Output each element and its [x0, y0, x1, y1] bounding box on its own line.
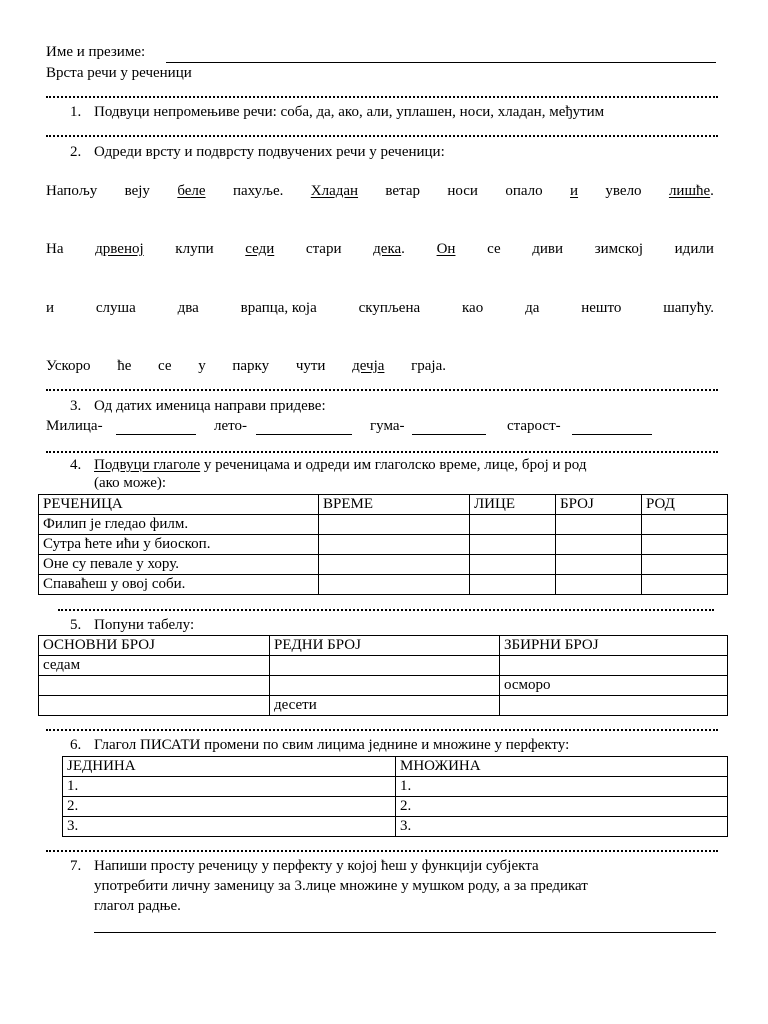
task4-text-rest: у реченицама и одреди им глаголско време, лице, број и род [200, 457, 587, 473]
answer-cell[interactable] [39, 696, 270, 716]
answer-cell[interactable] [39, 676, 270, 696]
task7-number: 7. [70, 858, 82, 874]
task2-sentence-4 [46, 358, 446, 375]
task7-text-line2: употребити личну заменицу за 3.лице множине у мушком роду, а за предикат [94, 878, 588, 894]
table-row [39, 656, 728, 676]
word: скупљена [358, 300, 421, 316]
table-row [39, 676, 728, 696]
task2-sentence-2 [46, 241, 714, 258]
answer-cell[interactable]: 3. [396, 817, 728, 837]
col-header-singular: ЈЕДНИНА [63, 757, 396, 777]
task6-text: Глагол ПИСАТИ промени по свим лицима једнине и множине у перфекту: [94, 737, 570, 753]
answer-cell[interactable] [642, 515, 728, 535]
word: носи [447, 183, 478, 199]
separator-dotted [46, 389, 718, 391]
answer-cell[interactable] [500, 696, 728, 716]
word: да [525, 300, 540, 316]
task2-text: Одреди врсту и подврсту подвучених речи у реченици: [94, 144, 445, 160]
word: веју [124, 183, 150, 199]
sentence-cell: Спаваћеш у овој соби. [39, 575, 319, 595]
underlined-word: дечја [352, 358, 385, 374]
table-row [39, 696, 728, 716]
task7-text-line1: Напиши просту реченицу у перфекту у којој ћеш у функцији субјекта [94, 858, 539, 874]
task7-answer-line[interactable] [94, 932, 716, 933]
answer-cell[interactable]: 3. [63, 817, 396, 837]
underlined-word: Хладан [310, 183, 359, 199]
col-header-ordinal: РЕДНИ БРОЈ [270, 636, 500, 656]
task1-number: 1. [70, 104, 82, 120]
answer-cell[interactable] [470, 515, 556, 535]
task2-sentence-1 [46, 183, 714, 200]
sentence-cell: Сутра ћете ићи у биоскоп. [39, 535, 319, 555]
task3-item-starost: старост- [507, 418, 561, 434]
sentence-cell: Филип је гледао филм. [39, 515, 319, 535]
answer-cell[interactable] [500, 656, 728, 676]
name-input-line[interactable] [166, 62, 716, 63]
answer-cell[interactable]: 1. [396, 777, 728, 797]
word: клупи [175, 241, 214, 257]
table-cell: десети [270, 696, 500, 716]
task1-text: Подвуци непромењиве речи: соба, да, ако, али, уплашен, носи, хладан, међутим [94, 104, 605, 120]
word: пахуље. [232, 183, 284, 199]
word: два [177, 300, 199, 316]
word: диви [532, 241, 564, 257]
answer-cell[interactable] [319, 575, 470, 595]
sentence-cell: Оне су певале у хору. [39, 555, 319, 575]
col-header-cardinal: ОСНОВНИ БРОЈ [39, 636, 270, 656]
table-row [39, 555, 728, 575]
answer-cell[interactable] [642, 535, 728, 555]
col-header-tense: ВРЕМЕ [319, 495, 470, 515]
word: Ускоро [46, 358, 91, 374]
task7-text-line3: глагол радње. [94, 898, 181, 914]
word: идили [674, 241, 714, 257]
answer-line[interactable] [116, 434, 196, 435]
underlined-word: беле [177, 183, 206, 199]
separator-dotted [46, 729, 718, 731]
word: парку [232, 358, 270, 374]
word: граја. [411, 358, 446, 374]
task6-number: 6. [70, 737, 82, 753]
col-header-plural: МНОЖИНА [396, 757, 728, 777]
word: На [46, 241, 64, 257]
word: опало [505, 183, 543, 199]
answer-cell[interactable] [319, 515, 470, 535]
table-row [63, 817, 728, 837]
separator-dotted [46, 96, 718, 98]
task4-table [38, 494, 728, 595]
word: се [158, 358, 172, 374]
word: увело [605, 183, 642, 199]
answer-cell[interactable] [270, 656, 500, 676]
table-row [39, 515, 728, 535]
underlined-word: дека [373, 241, 402, 257]
task3-number: 3. [70, 398, 82, 414]
word: нешто [581, 300, 622, 316]
answer-cell[interactable]: 2. [63, 797, 396, 817]
underlined-word: дрвеној [95, 241, 144, 257]
underlined-word: лишће [668, 183, 711, 199]
table-row [39, 575, 728, 595]
table-row [63, 797, 728, 817]
col-header-person: ЛИЦЕ [470, 495, 556, 515]
col-header-number: БРОЈ [556, 495, 642, 515]
answer-line[interactable] [572, 434, 652, 435]
col-header-gender: РОД [642, 495, 728, 515]
underlined-word: седи [245, 241, 275, 257]
word: и [46, 300, 55, 316]
task5-text: Попуни табелу: [94, 617, 195, 633]
answer-cell[interactable]: 2. [396, 797, 728, 817]
separator-dotted [46, 850, 718, 852]
word: шапућу. [663, 300, 714, 316]
task3-text: Од датих именица направи придеве: [94, 398, 326, 414]
word: чути [295, 358, 326, 374]
word: стари [305, 241, 342, 257]
answer-cell[interactable] [470, 555, 556, 575]
task5-table [38, 635, 728, 716]
underlined-word: Он [436, 241, 456, 257]
separator-dotted [46, 135, 718, 137]
answer-cell[interactable] [470, 575, 556, 595]
answer-line[interactable] [256, 434, 352, 435]
punctuation: . [401, 241, 405, 257]
table-cell: седам [39, 656, 270, 676]
answer-line[interactable] [412, 434, 486, 435]
separator-dotted [46, 451, 718, 453]
word: врапца, која [240, 300, 317, 316]
answer-cell[interactable]: 1. [63, 777, 396, 797]
answer-cell[interactable] [556, 575, 642, 595]
table-row [39, 535, 728, 555]
task3-item-milica: Милица- [46, 418, 103, 434]
answer-cell[interactable] [556, 555, 642, 575]
worksheet-subtitle: Врста речи у реченици [46, 65, 192, 81]
task4-text [94, 457, 586, 474]
answer-cell[interactable] [319, 555, 470, 575]
answer-cell[interactable] [319, 535, 470, 555]
answer-cell[interactable] [642, 555, 728, 575]
task3-item-guma: гума- [370, 418, 405, 434]
underlined-word: и [570, 183, 579, 199]
word: ветар [385, 183, 420, 199]
task4-text-line2: (ако може): [94, 475, 167, 491]
col-header-collective: ЗБИРНИ БРОЈ [500, 636, 728, 656]
task6-table [62, 756, 728, 837]
answer-cell[interactable] [556, 535, 642, 555]
punctuation: . [710, 183, 714, 199]
word: у [198, 358, 206, 374]
answer-cell[interactable] [270, 676, 500, 696]
word: ће [117, 358, 132, 374]
answer-cell[interactable] [642, 575, 728, 595]
answer-cell[interactable] [556, 515, 642, 535]
word: као [462, 300, 484, 316]
word: се [487, 241, 501, 257]
task2-sentence-3 [46, 300, 714, 317]
task5-number: 5. [70, 617, 82, 633]
separator-dotted [58, 609, 714, 611]
word: Напољу [46, 183, 98, 199]
table-row [63, 777, 728, 797]
word: слуша [95, 300, 136, 316]
name-label: Име и презиме: [46, 44, 146, 60]
answer-cell[interactable] [470, 535, 556, 555]
task4-text-underlined: Подвуци глаголе [94, 457, 201, 473]
task4-number: 4. [70, 457, 82, 473]
col-header-sentence: РЕЧЕНИЦА [39, 495, 319, 515]
word: зимској [594, 241, 643, 257]
task2-number: 2. [70, 144, 82, 160]
table-cell: осморо [500, 676, 728, 696]
task3-item-leto: лето- [214, 418, 247, 434]
